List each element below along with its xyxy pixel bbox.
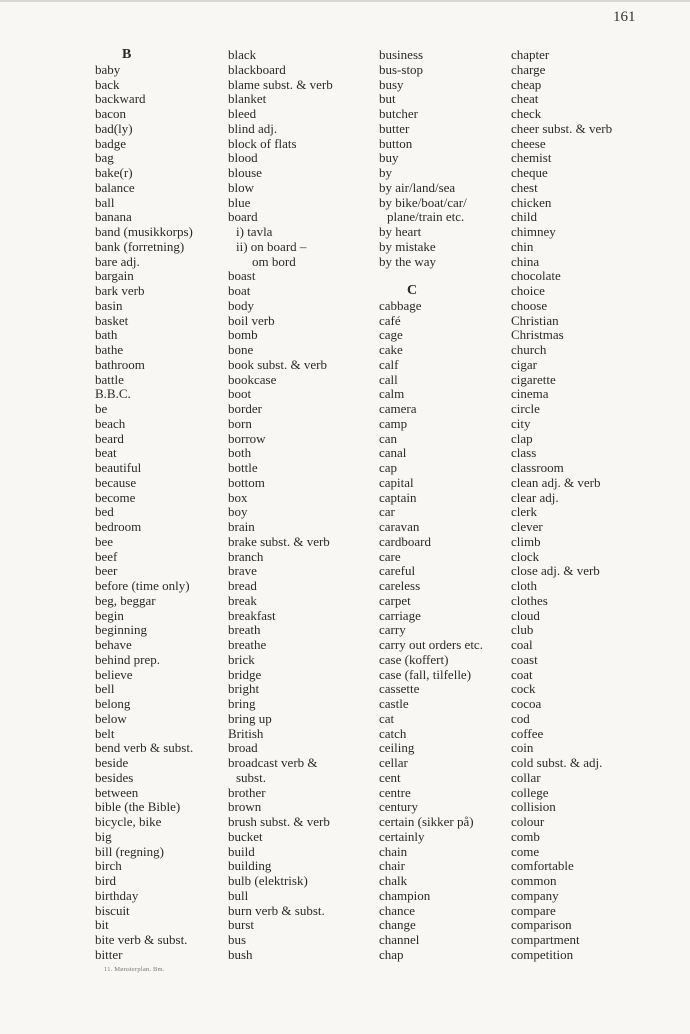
word-entry: breath <box>228 622 261 638</box>
word-entry: carry out orders etc. <box>379 637 483 652</box>
word-entry: cheque <box>511 165 548 180</box>
word-entry: certain (sikker på) <box>379 814 474 829</box>
word-entry: cinema <box>511 386 549 402</box>
word-entry: banana <box>95 209 132 225</box>
word-entry: coast <box>511 651 538 667</box>
word-entry: catch <box>379 725 407 741</box>
word-entry: bath <box>95 327 118 343</box>
word-entry: bicycle, bike <box>95 814 162 829</box>
word-entry: church <box>511 342 547 357</box>
word-entry: cat <box>379 710 395 726</box>
word-entry: cigar <box>511 356 537 372</box>
word-entry: bit <box>95 917 109 933</box>
word-entry: check <box>511 106 542 121</box>
word-entry: beside <box>95 755 129 770</box>
word-entry: classroom <box>511 460 564 475</box>
word-entry: bake(r) <box>95 165 133 180</box>
word-entry: breathe <box>228 637 267 652</box>
word-entry: boy <box>228 504 248 520</box>
word-entry: climb <box>511 533 541 549</box>
word-entry: block of flats <box>228 135 297 151</box>
word-entry: clear adj. <box>511 489 559 505</box>
word-entry: cabbage <box>379 297 422 313</box>
board-senses <box>228 225 333 255</box>
word-entry: chance <box>379 902 416 918</box>
word-entry: blood <box>228 150 258 166</box>
word-entry: blouse <box>228 165 262 180</box>
word-entry: by <box>379 165 392 180</box>
word-entry: clock <box>511 548 540 564</box>
word-entry: blame subst. & verb <box>228 76 333 92</box>
word-entry: case (fall, tilfelle) <box>379 666 472 682</box>
word-entry: cod <box>511 710 530 726</box>
word-entry: beard <box>95 430 124 446</box>
word-entry: by air/land/sea <box>379 179 456 195</box>
word-entry: buy <box>379 150 399 166</box>
word-entry: chapter <box>511 47 550 62</box>
word-entry: blanket <box>228 91 267 107</box>
word-entry: change <box>379 917 416 933</box>
word-entry: brake subst. & verb <box>228 533 330 549</box>
page-number: 161 <box>613 9 636 25</box>
word-entry: bottle <box>228 460 258 475</box>
word-entry: beer <box>95 563 118 579</box>
word-entry: chin <box>511 238 534 254</box>
word-entry: battle <box>95 371 124 387</box>
column-1-words <box>95 63 193 963</box>
word-entry: believe <box>95 666 133 682</box>
word-entry: basin <box>95 297 123 313</box>
word-entry: i) tavla <box>236 224 273 239</box>
word-entry: bring up <box>228 710 272 726</box>
word-entry: canal <box>379 445 407 461</box>
word-entry: channel <box>379 932 420 947</box>
word-entry: bell <box>95 681 115 697</box>
by-bike-cont: plane/train etc. <box>387 209 465 225</box>
word-entry: chicken <box>511 194 552 210</box>
word-entry: cheese <box>511 135 546 151</box>
section-gap <box>379 269 483 284</box>
word-entry: bomb <box>228 327 258 343</box>
word-entry: colour <box>511 814 545 829</box>
word-entry: club <box>511 622 534 638</box>
word-entry: body <box>228 297 254 313</box>
word-entry: cassette <box>379 681 420 697</box>
word-entry: cent <box>379 769 401 785</box>
word-entry: compare <box>511 902 556 918</box>
word-entry: bird <box>95 873 116 888</box>
word-entry: company <box>511 887 559 903</box>
word-entry: comfortable <box>511 858 574 874</box>
word-entry: chain <box>379 843 408 859</box>
word-entry: castle <box>379 696 409 711</box>
word-entry: bush <box>228 946 253 962</box>
word-entry: certainly <box>379 828 425 844</box>
word-entry: boast <box>228 268 256 284</box>
word-entry: cheap <box>511 76 542 92</box>
word-entry: Christmas <box>511 327 564 343</box>
word-entry: beautiful <box>95 460 142 475</box>
word-entry: compartment <box>511 932 580 947</box>
column-4 <box>511 48 612 963</box>
word-entry: capital <box>379 474 414 490</box>
column-3-words-a <box>379 48 483 210</box>
word-entry: bridge <box>228 666 262 682</box>
word-entry: birch <box>95 858 122 874</box>
word-entry: besides <box>95 769 134 785</box>
word-entry: clean adj. & verb <box>511 474 601 490</box>
word-entry: by mistake <box>379 238 436 254</box>
word-entry: close adj. & verb <box>511 563 600 579</box>
word-entry: blackboard <box>228 61 286 77</box>
word-entry: beginning <box>95 622 147 638</box>
word-entry: competition <box>511 946 574 962</box>
word-entry: cigarette <box>511 371 556 387</box>
word-entry: building <box>228 858 272 874</box>
word-entry: chair <box>379 858 405 874</box>
word-entry: border <box>228 401 262 416</box>
word-entry: brain <box>228 519 255 534</box>
word-entry: bookcase <box>228 371 277 387</box>
word-entry: bucket <box>228 828 263 844</box>
word-entry: big <box>95 828 112 844</box>
word-entry: butcher <box>379 106 418 121</box>
word-entry: breakfast <box>228 607 276 623</box>
word-entry: city <box>511 415 531 431</box>
word-entry: born <box>228 415 252 431</box>
word-entry: badge <box>95 135 127 151</box>
word-entry: bag <box>95 150 114 166</box>
word-entry: burn verb & subst. <box>228 902 325 918</box>
word-entry: bad(ly) <box>95 120 133 136</box>
word-entry: belong <box>95 696 131 711</box>
column-4-words <box>511 48 612 963</box>
word-entry: before (time only) <box>95 578 190 593</box>
word-entry: bottom <box>228 474 265 490</box>
word-entry: bedroom <box>95 519 142 534</box>
word-entry: class <box>511 445 537 461</box>
word-entry: borrow <box>228 430 266 446</box>
word-entry: bread <box>228 578 257 593</box>
word-entry: busy <box>379 76 404 92</box>
word-entry: chemist <box>511 150 552 166</box>
word-entry: coin <box>511 740 534 756</box>
word-entry: collision <box>511 799 556 815</box>
word-entry: clothes <box>511 592 548 608</box>
word-entry: ball <box>95 194 115 210</box>
column-3 <box>379 48 483 963</box>
word-entry: brown <box>228 799 262 815</box>
word-entry: bulb (elektrisk) <box>228 873 308 888</box>
word-entry: chalk <box>379 873 408 888</box>
word-entry: bark verb <box>95 283 145 298</box>
word-entry: bank (forretning) <box>95 238 185 254</box>
column-2-words-b <box>228 269 333 771</box>
column-1 <box>95 48 193 963</box>
word-entry: balance <box>95 179 135 195</box>
word-entry: clever <box>511 519 543 534</box>
word-entry: care <box>379 548 401 564</box>
word-entry: coal <box>511 637 533 652</box>
word-entry: circle <box>511 401 540 416</box>
word-entry: broadcast verb & <box>228 755 318 770</box>
word-entry: college <box>511 784 549 800</box>
word-entry: carpet <box>379 592 411 608</box>
word-entry: bull <box>228 887 249 903</box>
word-entry: book subst. & verb <box>228 356 327 372</box>
word-entry: break <box>228 592 257 608</box>
word-entry: butter <box>379 120 410 136</box>
word-entry: back <box>95 76 120 92</box>
word-entry: blue <box>228 194 251 210</box>
word-entry: camp <box>379 415 408 431</box>
word-entry: British <box>228 725 264 741</box>
word-entry: boat <box>228 283 251 298</box>
top-rule <box>0 0 690 2</box>
word-entry: cold subst. & adj. <box>511 755 603 770</box>
word-entry: bring <box>228 696 256 711</box>
word-entry: become <box>95 489 136 505</box>
word-entry: charge <box>511 61 546 77</box>
word-entry: bill (regning) <box>95 843 164 859</box>
word-entry: clerk <box>511 504 537 520</box>
word-entry: boot <box>228 386 252 402</box>
word-entry: coat <box>511 666 533 682</box>
word-entry: carriage <box>379 607 421 623</box>
word-entry: champion <box>379 887 431 903</box>
word-entry: case (koffert) <box>379 651 449 667</box>
word-entry: child <box>511 209 537 225</box>
word-entry: by the way <box>379 253 437 269</box>
word-entry: blind adj. <box>228 120 278 136</box>
word-entry: calm <box>379 386 405 402</box>
word-entry: cloth <box>511 578 537 593</box>
word-entry: burst <box>228 917 254 933</box>
word-entry: clap <box>511 430 533 446</box>
word-entry: broad <box>228 740 258 756</box>
word-entry: birthday <box>95 887 139 903</box>
word-entry: comb <box>511 828 540 844</box>
word-entry: bible (the Bible) <box>95 799 181 815</box>
word-entry: bare adj. <box>95 253 140 269</box>
word-entry: below <box>95 710 127 726</box>
word-entry: bus-stop <box>379 61 424 77</box>
word-entry: brush subst. & verb <box>228 814 330 829</box>
word-entry: cheat <box>511 91 539 107</box>
word-entry: cheer subst. & verb <box>511 120 613 136</box>
word-entry: bathroom <box>95 356 145 372</box>
word-entry: band (musikkorps) <box>95 224 193 239</box>
word-entry: because <box>95 474 137 490</box>
word-entry: belt <box>95 725 115 741</box>
word-entry: between <box>95 784 139 800</box>
footer-note: 11. Mønsterplan. Bm. <box>104 966 165 973</box>
word-entry: blow <box>228 179 254 195</box>
word-entry: caravan <box>379 519 420 534</box>
word-entry: chocolate <box>511 268 561 284</box>
broadcast-cont: subst. <box>236 769 266 785</box>
word-entry: chap <box>379 946 404 962</box>
board-sense-cont: om bord <box>252 253 296 269</box>
word-entry: cock <box>511 681 536 697</box>
word-entry: button <box>379 135 413 151</box>
word-entry: by heart <box>379 224 422 239</box>
word-entry: calf <box>379 356 399 372</box>
word-entry: cardboard <box>379 533 431 549</box>
word-entry: build <box>228 843 255 859</box>
column-3-words-b <box>379 225 483 269</box>
word-entry: beg, beggar <box>95 592 156 608</box>
word-entry: bitter <box>95 946 123 962</box>
word-entry: bee <box>95 533 114 549</box>
word-entry: bacon <box>95 106 127 121</box>
word-entry: captain <box>379 489 417 505</box>
word-entry: brave <box>228 563 257 579</box>
word-entry: business <box>379 47 424 62</box>
word-entry: brother <box>228 784 266 800</box>
word-entry: black <box>228 47 257 62</box>
column-2 <box>228 48 333 963</box>
word-entry: cellar <box>379 755 408 770</box>
word-entry: collar <box>511 769 541 785</box>
word-entry: bend verb & subst. <box>95 740 194 756</box>
word-entry: begin <box>95 607 124 623</box>
word-entry: bus <box>228 932 247 947</box>
word-entry: boil verb <box>228 312 275 328</box>
word-entry: china <box>511 253 540 269</box>
word-entry: be <box>95 401 108 416</box>
word-entry: can <box>379 430 398 446</box>
word-entry: behave <box>95 637 132 652</box>
word-entry: centre <box>379 784 411 800</box>
column-2-words-a <box>228 48 333 225</box>
word-entry: cocoa <box>511 696 542 711</box>
word-entry: by bike/boat/car/ <box>379 194 467 210</box>
word-entry: bathe <box>95 342 124 357</box>
word-entry: cap <box>379 460 398 475</box>
word-entry: chimney <box>511 224 556 239</box>
word-entry: chest <box>511 179 538 195</box>
word-entry: cake <box>379 342 403 357</box>
word-entry: bone <box>228 342 254 357</box>
word-entry: biscuit <box>95 902 130 918</box>
column-2-words-c <box>228 786 333 963</box>
word-entry: B.B.C. <box>95 386 131 402</box>
word-entry: but <box>379 91 396 107</box>
word-entry: choice <box>511 283 545 298</box>
column-3-words-c <box>379 299 483 963</box>
word-entry: ii) on board – <box>236 238 307 254</box>
section-letter-c: C <box>407 283 418 298</box>
word-entry: both <box>228 445 252 461</box>
word-entry: coffee <box>511 725 544 741</box>
word-entry: call <box>379 371 398 387</box>
word-entry: cloud <box>511 607 540 623</box>
word-entry: café <box>379 312 401 328</box>
word-entry: brick <box>228 651 255 667</box>
word-entry: comparison <box>511 917 572 933</box>
word-entry: bleed <box>228 106 257 121</box>
word-entry: beef <box>95 548 118 564</box>
word-entry: box <box>228 489 248 505</box>
word-entry: careful <box>379 563 416 579</box>
word-entry: basket <box>95 312 129 328</box>
word-entry: carry <box>379 622 406 638</box>
word-entry: come <box>511 843 540 859</box>
word-entry: bed <box>95 504 114 520</box>
word-entry: beach <box>95 415 126 431</box>
word-entry: common <box>511 873 557 888</box>
word-entry: cage <box>379 327 403 343</box>
word-entry: behind prep. <box>95 651 160 667</box>
word-entry: camera <box>379 401 417 416</box>
word-entry: bite verb & subst. <box>95 932 188 947</box>
word-entry: century <box>379 799 418 815</box>
word-entry: careless <box>379 578 421 593</box>
word-entry: backward <box>95 91 146 107</box>
word-entry: baby <box>95 61 121 77</box>
word-entry: bright <box>228 681 260 697</box>
word-entry: branch <box>228 548 264 564</box>
word-entry: bargain <box>95 268 134 284</box>
word-entry: choose <box>511 297 548 313</box>
word-entry: car <box>379 504 395 520</box>
word-entry: Christian <box>511 312 559 328</box>
section-letter-b: B <box>122 47 132 62</box>
word-entry: beat <box>95 445 117 461</box>
word-entry: ceiling <box>379 740 415 756</box>
word-entry: board <box>228 209 258 225</box>
